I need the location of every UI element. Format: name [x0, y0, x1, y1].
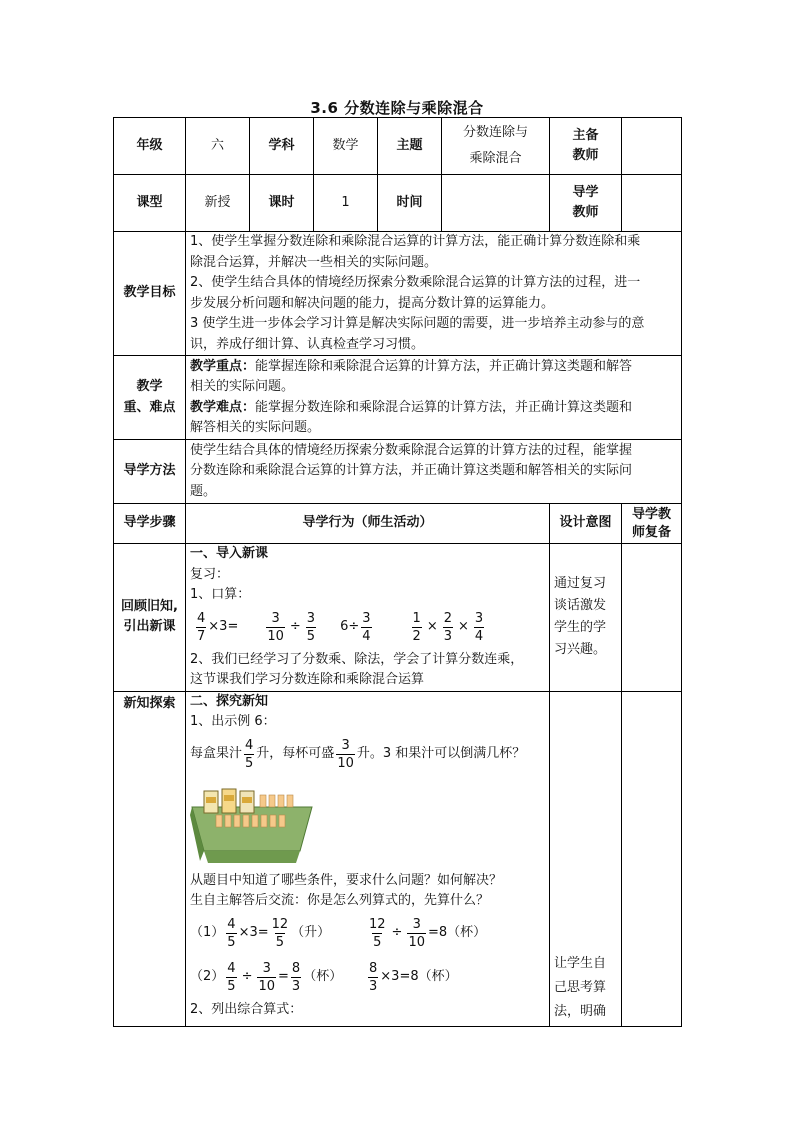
keypoints-row	[114, 356, 682, 440]
step-1-label-line-1: 回顾旧知,	[121, 598, 178, 614]
goal-2-line-2: 步发展分析问题和解决问题的能力，提高分数计算的运算能力。	[190, 295, 555, 311]
method-line-2: 分数连除和乘除混合运算的计算方法，并正确计算这类题和解答相关的实际问	[190, 463, 633, 479]
key-point-line-2: 相关的实际问题。	[190, 379, 295, 394]
oral-expr-3: 6÷ $\frac{3}{4}$	[340, 611, 371, 644]
type-value: 新授	[186, 175, 250, 232]
key-point-title: 教学重点：	[190, 358, 256, 374]
period-label: 课时	[250, 175, 314, 232]
lesson-plan-table	[113, 117, 682, 1027]
step-1-intent: 通过复习 谈话激发 学生的学 习兴趣。	[550, 544, 622, 692]
guide-teacher-label	[550, 175, 622, 232]
step-2-ask-2: 生自主解答后交流：你是怎么列算式的，先算什么？	[190, 893, 490, 908]
oral-expr-4: $\frac{1}{2}$ × $\frac{2}{3}$ × $\frac{3}{4}$	[412, 611, 484, 644]
main-teacher-label-line-2: 教师	[572, 148, 599, 163]
step-1-review: 复习：	[190, 566, 230, 582]
oral-expr-1: $\frac{4}{7}$ ×3=	[197, 611, 239, 644]
fraction: $\frac{8}{3}$	[291, 961, 301, 994]
goals-row	[114, 232, 682, 356]
grade-value: 六	[186, 118, 250, 175]
solution-1	[190, 912, 545, 956]
step-1-row	[114, 544, 682, 692]
step-1-heading: 一、导入新课	[190, 546, 269, 561]
topic-label: 主题	[378, 118, 442, 175]
step-2-content	[186, 691, 550, 1026]
oral-expressions	[190, 606, 545, 650]
subject-value: 数学	[314, 118, 378, 175]
fraction: $\frac{8}{3}$	[369, 961, 378, 994]
topic-line-1: 分数连除与	[462, 125, 528, 140]
guide-teacher-label-line-1: 导学	[572, 184, 599, 200]
method-row	[114, 440, 682, 504]
steps-col-review-line-2: 师复备	[631, 524, 671, 540]
key-point-text: 能掌握连除和乘除混合运算的计算方法，并正确计算这类题和解答	[255, 358, 633, 374]
steps-col-step: 导学步骤	[114, 504, 186, 544]
fraction: $\frac{3}{10}$	[267, 611, 284, 644]
goal-1-line-1: 1、使学生掌握分数连除和乘除混合运算的计算方法，能正确计算分数连除和乘	[190, 234, 641, 249]
solution-2-part-a: （2） $\frac{4}{5}$ ÷ $\frac{3}{10}$ = $\frac{8}{3}$ （杯）	[190, 961, 343, 994]
goals-label: 教学目标	[114, 232, 186, 356]
time-value	[442, 175, 550, 232]
step-2-ask-1: 从题目中知道了哪些条件，要求什么问题？如何解决？	[190, 872, 503, 888]
fraction: $\frac{4}{7}$	[197, 611, 206, 644]
solution-1-part-b: $\frac{12}{5}$ ÷ $\frac{3}{10}$ =8（杯）	[369, 917, 487, 950]
steps-col-activity: 导学行为（师生活动）	[186, 504, 550, 544]
method-line-1: 使学生结合具体的情境经历探索分数乘除混合运算的计算方法的过程，能掌握	[190, 442, 633, 458]
step-2-example: 1、出示例 6：	[190, 714, 276, 729]
juice-illustration	[190, 785, 314, 865]
method-line-3: 题。	[190, 483, 217, 499]
topic-value	[442, 118, 550, 175]
step-2-row	[114, 691, 682, 1026]
steps-col-review-line-1: 导学教	[631, 506, 671, 522]
fraction: $\frac{3}{10}$	[408, 917, 425, 950]
topic-line-2: 乘除混合	[469, 151, 522, 166]
step-1-line-2a: 2、我们已经学习了分数乘、除法，学会了计算分数连乘，	[190, 651, 524, 667]
step-1-oral: 1、口算：	[190, 587, 251, 602]
goal-1-line-2: 除混合运算，并解决一些相关的实际问题。	[190, 254, 438, 270]
fraction: $\frac{1}{2}$	[412, 611, 421, 644]
header-row-2	[114, 175, 682, 232]
step-2-list: 2、列出综合算式：	[190, 1001, 303, 1017]
keypoints-label	[114, 356, 186, 440]
goal-2-line-1: 2、使学生结合具体的情境经历探索分数乘除混合运算的计算方法的过程，进一	[190, 275, 641, 290]
fraction: $\frac{12}{5}$	[369, 917, 386, 950]
type-label: 课型	[114, 175, 186, 232]
step-1-line-2b: 这节课我们学习分数连除和乘除混合运算	[190, 672, 425, 687]
step-2-intent: 让学生自 己思考算 法，明确	[550, 691, 622, 1026]
guide-teacher-label-line-2: 教师	[572, 205, 599, 220]
fraction: $\frac{12}{5}$	[271, 917, 289, 950]
step-1-label-line-2: 引出新课	[123, 619, 176, 635]
fraction: $\frac{3}{4}$	[474, 611, 484, 644]
grade-label: 年级	[114, 118, 186, 175]
difficult-point-text: 能掌握分数连除和乘除混合运算的计算方法，并正确计算这类题和	[255, 399, 633, 415]
difficult-point-line-2: 解答相关的实际问题。	[190, 420, 321, 435]
main-teacher-value	[622, 118, 682, 175]
example-question: 每盒果汁 4 5 升，每杯可盛 3 10 升。3 和果汁可以倒满几杯？	[190, 738, 526, 771]
solution-2-part-b: $\frac{8}{3}$ ×3=8（杯）	[369, 961, 458, 994]
goal-3-line-1: 3 使学生进一步体会学习计算是解决实际问题的需要，进一步培养主动参与的意	[190, 316, 645, 331]
header-row-1	[114, 118, 682, 175]
period-value: 1	[314, 175, 378, 232]
keypoints-label-line-1: 教学	[136, 379, 163, 394]
subject-label: 学科	[250, 118, 314, 175]
step-2-label: 新知探索	[114, 691, 186, 1026]
fraction: 3 10	[337, 738, 354, 771]
steps-col-intent: 设计意图	[550, 504, 622, 544]
steps-header-row	[114, 504, 682, 544]
fraction: $\frac{4}{5}$	[227, 917, 236, 950]
goals-content	[186, 232, 682, 356]
solution-2	[190, 956, 545, 1000]
difficult-point-line-1	[190, 398, 677, 419]
step-1-label	[114, 544, 186, 692]
method-label: 导学方法	[114, 440, 186, 504]
step-2-review-cell	[622, 691, 682, 1026]
fraction: 4 5	[245, 738, 254, 771]
difficult-point-title: 教学难点：	[190, 399, 256, 415]
oral-expr-2: $\frac{3}{10}$ ÷ $\frac{3}{5}$	[267, 611, 316, 644]
guide-teacher-value	[622, 175, 682, 232]
goal-3-line-2: 识，养成仔细计算、认真检查学习习惯。	[190, 336, 425, 352]
main-teacher-label	[550, 118, 622, 175]
key-point-line-1	[190, 357, 677, 378]
fraction: $\frac{3}{10}$	[258, 961, 276, 994]
steps-col-review	[622, 504, 682, 544]
keypoints-label-line-2: 重、难点	[123, 399, 176, 415]
method-content	[186, 440, 682, 504]
step-2-heading: 二、探究新知	[190, 693, 269, 709]
fraction: $\frac{4}{5}$	[227, 961, 236, 994]
step-1-review-cell	[622, 544, 682, 692]
step-1-content	[186, 544, 550, 692]
fraction: $\frac{2}{3}$	[443, 611, 452, 644]
fraction: $\frac{3}{5}$	[306, 611, 316, 644]
solution-1-part-a: （1） $\frac{4}{5}$ ×3= $\frac{12}{5}$ （升）	[190, 917, 331, 950]
fraction: $\frac{3}{4}$	[362, 611, 371, 644]
time-label: 时间	[378, 175, 442, 232]
document-title: 3.6 分数连除与乘除混合	[310, 99, 484, 117]
main-teacher-label-line-1: 主备	[572, 127, 599, 143]
keypoints-content	[186, 356, 682, 440]
